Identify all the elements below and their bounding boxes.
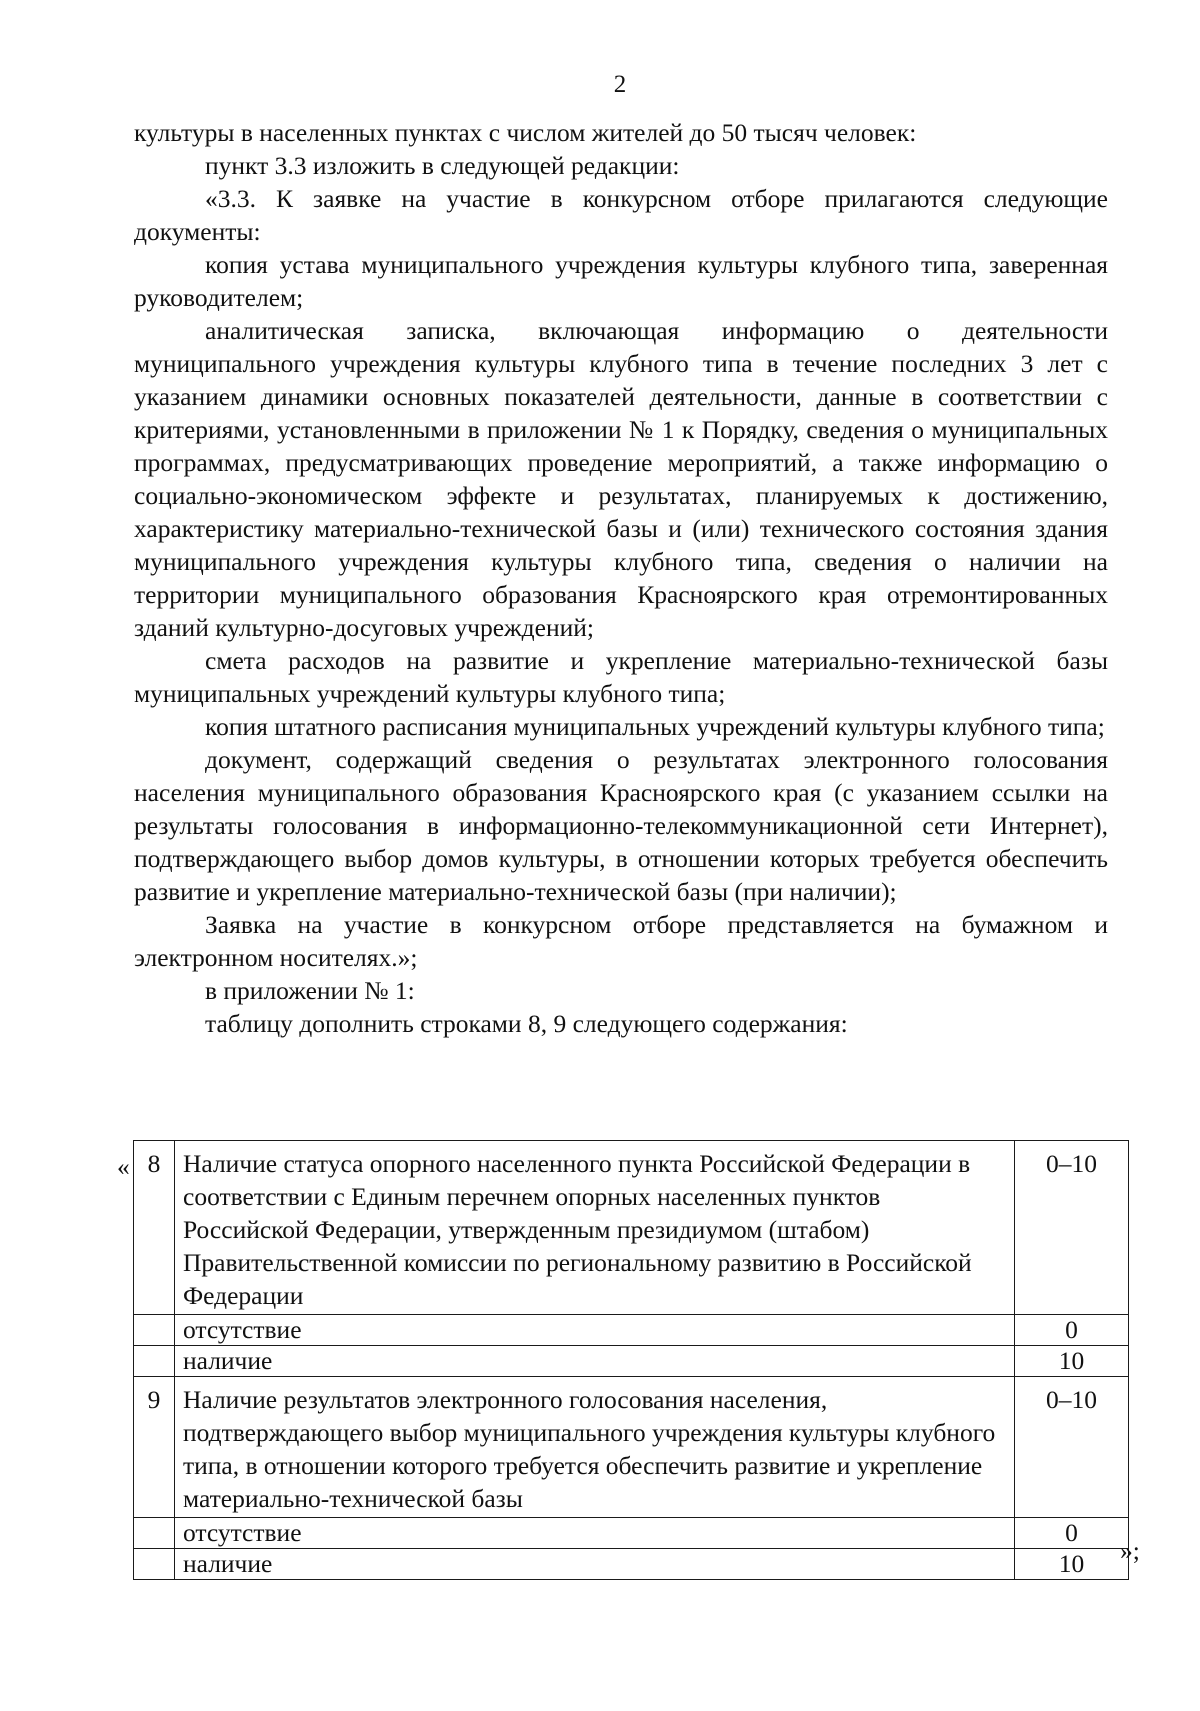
paragraph: культуры в населенных пунктах с числом жителей до 50 тысяч человек: [134, 118, 917, 147]
criterion-option: наличие [175, 1549, 1015, 1580]
paragraph: копия штатного расписания муниципальных учреждений культуры клубного типа; [205, 712, 1105, 741]
criterion-option: отсутствие [175, 1518, 1015, 1549]
paragraph: копия устава муниципального учреждения культуры клубного типа, заверенная руководителем; [134, 250, 1108, 312]
table-row [134, 1549, 1129, 1580]
criterion-option: наличие [175, 1346, 1015, 1377]
score: 0 [1015, 1315, 1129, 1346]
page-number: 2 [613, 71, 627, 98]
criteria-table-block [0, 1140, 1200, 1578]
table-row [134, 1346, 1129, 1377]
row-number [134, 1549, 175, 1580]
document-body [134, 116, 1108, 1040]
criterion-option: отсутствие [175, 1315, 1015, 1346]
paragraph: аналитическая записка, включающая информацию о деятельности муниципального учреждения культуры клубного типа в течение последних 3 лет с указанием динамики основных показателей деятельности, данные в соответствии с критериями, установленными в приложении № 1 к Порядку, сведения о муниципальных программах, предусматривающих проведение мероприятий, а также информацию о социально-экономическом эффекте и результатах, планируемых к достижению, характеристику материально-технической базы и (или) технического состояния здания муниципального учреждения культуры клубного типа, сведения о наличии на территории муниципального образования Красноярского края отремонтированных зданий культурно-досуговых учреждений; [134, 316, 1108, 642]
score: 0–10 [1015, 1377, 1129, 1518]
criterion-description: Наличие результатов электронного голосования населения, подтверждающего выбор муниципального учреждения культуры клубного типа, в отношении которого требуется обеспечить развитие и укрепление материально-технической базы [175, 1377, 1015, 1518]
criterion-description: Наличие статуса опорного населенного пункта Российской Федерации в соответствии с Единым перечнем опорных населенных пунктов Российской Федерации, утвержденным президиумом (штабом) Правительственной комиссии по региональному развитию в Российской Федерации [175, 1141, 1015, 1315]
closing-quote: »; [1120, 1536, 1140, 1565]
paragraph: в приложении № 1: [205, 976, 415, 1005]
score: 10 [1015, 1549, 1129, 1580]
table-row [134, 1315, 1129, 1346]
score: 0 [1015, 1518, 1129, 1549]
paragraph: Заявка на участие в конкурсном отборе представляется на бумажном и электронном носителях.»; [134, 910, 1108, 972]
table-row [134, 1141, 1129, 1315]
score: 0–10 [1015, 1141, 1129, 1315]
opening-quote: « [117, 1152, 130, 1181]
table-row [134, 1377, 1129, 1518]
row-number: 8 [134, 1141, 175, 1315]
paragraph: пункт 3.3 изложить в следующей редакции: [205, 151, 680, 180]
score: 10 [1015, 1346, 1129, 1377]
row-number [134, 1346, 175, 1377]
criteria-table [133, 1140, 1129, 1580]
row-number [134, 1518, 175, 1549]
table-row [134, 1518, 1129, 1549]
paragraph: таблицу дополнить строками 8, 9 следующего содержания: [205, 1009, 848, 1038]
row-number: 9 [134, 1377, 175, 1518]
paragraph: «3.3. К заявке на участие в конкурсном отборе прилагаются следующие документы: [134, 184, 1108, 246]
paragraph: смета расходов на развитие и укрепление материально-технической базы муниципальных учреждений культуры клубного типа; [134, 646, 1108, 708]
paragraph: документ, содержащий сведения о результатах электронного голосования населения муниципального образования Красноярского края (с указанием ссылки на результаты голосования в информационно-телекоммуникационной сети Интернет), подтверждающего выбор домов культуры, в отношении которых требуется обеспечить развитие и укрепление материально-технической базы (при наличии); [134, 745, 1108, 906]
row-number [134, 1315, 175, 1346]
